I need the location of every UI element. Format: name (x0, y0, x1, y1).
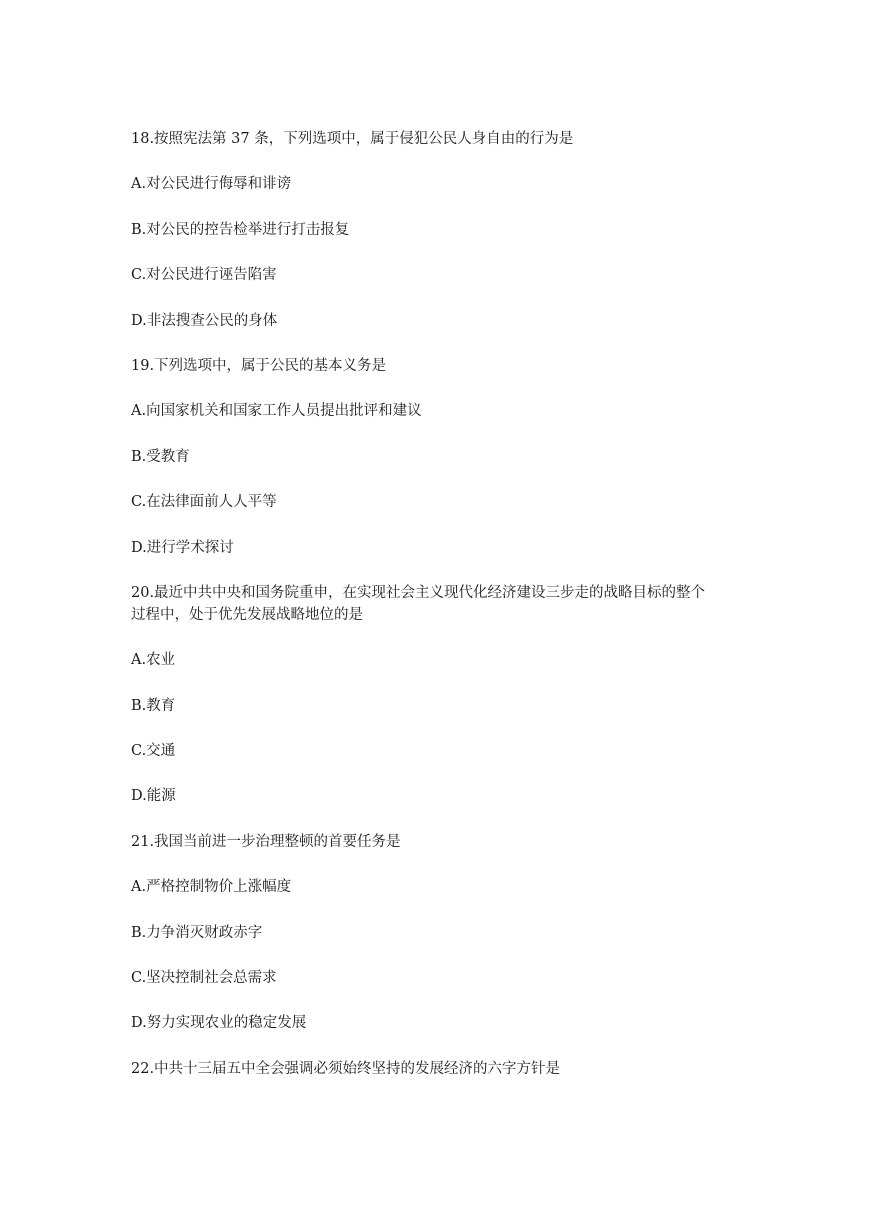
question-stem: 21.我国当前进一步治理整顿的首要任务是 (131, 833, 401, 850)
question-list (131, 128, 751, 1103)
option-d: D.努力实现农业的稳定发展 (131, 1015, 307, 1032)
question-stem: 22.中共十三届五中全会强调必须始终坚持的发展经济的六字方针是 (131, 1060, 561, 1077)
option-c: C.坚决控制社会总需求 (131, 970, 277, 987)
question-stem: 19.下列选项中，属于公民的基本义务是 (131, 357, 387, 374)
option-c: C.交通 (131, 743, 176, 760)
question-stem-line-2: 过程中，处于优先发展战略地位的是 (131, 606, 363, 623)
question-stem: 18.按照宪法第 37 条，下列选项中，属于侵犯公民人身自由的行为是 (131, 131, 574, 147)
option-b: B.力争消灭财政赤字 (131, 924, 263, 941)
option-a: A.对公民进行侮辱和诽谤 (131, 176, 292, 193)
option-b: B.对公民的控告检举进行打击报复 (131, 221, 350, 238)
option-d: D.非法搜查公民的身体 (131, 312, 278, 329)
option-b: B.教育 (131, 697, 176, 714)
option-a: A.向国家机关和国家工作人员提出批评和建议 (131, 403, 422, 420)
question-stem-multiline (131, 582, 751, 626)
option-c: C.在法律面前人人平等 (131, 494, 277, 511)
option-d: D.进行学术探讨 (131, 539, 234, 556)
option-c: C.对公民进行诬告陷害 (131, 267, 277, 284)
option-a: A.严格控制物价上涨幅度 (131, 879, 292, 896)
option-b: B.受教育 (131, 448, 190, 465)
option-a: A.农业 (131, 652, 176, 669)
question-stem-line-1: 20.最近中共中央和国务院重申，在实现社会主义现代化经济建设三步走的战略目标的整个 (131, 584, 706, 601)
option-d: D.能源 (131, 788, 176, 805)
